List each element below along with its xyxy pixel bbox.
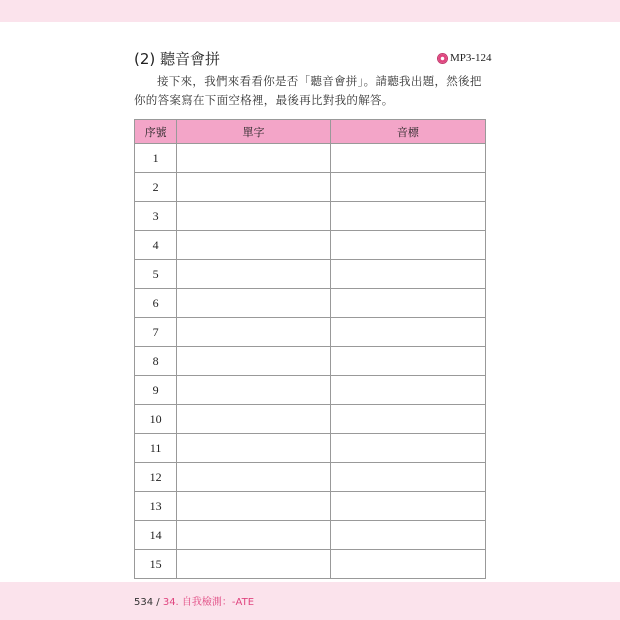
- page-number: 534 /: [134, 597, 163, 608]
- table-row: [135, 231, 486, 260]
- word-answer-cell[interactable]: [177, 289, 330, 318]
- word-answer-cell[interactable]: [177, 463, 330, 492]
- top-margin-band: [0, 0, 620, 22]
- table-row: [135, 318, 486, 347]
- table-row: [135, 173, 486, 202]
- word-answer-cell[interactable]: [177, 434, 330, 463]
- row-number: 1: [135, 144, 177, 173]
- word-answer-cell[interactable]: [177, 405, 330, 434]
- disc-icon: [438, 54, 447, 63]
- phonetic-answer-cell[interactable]: [330, 521, 485, 550]
- table-row: [135, 202, 486, 231]
- row-number: 9: [135, 376, 177, 405]
- table-row: [135, 492, 486, 521]
- instructions-paragraph: 接下來，我們來看看你是否「聽音會拼」。請聽我出題，然後把你的答案寫在下面空格裡，最後再比對我的解答。: [134, 74, 482, 107]
- table-row: [135, 521, 486, 550]
- table-row: [135, 463, 486, 492]
- word-answer-cell[interactable]: [177, 492, 330, 521]
- dictation-table: [134, 119, 486, 579]
- chapter-title: 34. 自我檢測：-ATE: [162, 597, 255, 608]
- phonetic-answer-cell[interactable]: [330, 202, 485, 231]
- word-answer-cell[interactable]: [177, 550, 330, 579]
- row-number: 8: [135, 347, 177, 376]
- word-answer-cell[interactable]: [177, 173, 330, 202]
- audio-track-label: [438, 52, 492, 64]
- row-number: 5: [135, 260, 177, 289]
- word-answer-cell[interactable]: [177, 521, 330, 550]
- row-number: 2: [135, 173, 177, 202]
- section-title: (2) 聽音會拼: [134, 50, 221, 68]
- word-answer-cell[interactable]: [177, 231, 330, 260]
- phonetic-answer-cell[interactable]: [330, 260, 485, 289]
- table-header-row: [135, 120, 486, 144]
- header-word: 單字: [177, 120, 330, 144]
- phonetic-answer-cell[interactable]: [330, 318, 485, 347]
- row-number: 4: [135, 231, 177, 260]
- table-row: [135, 260, 486, 289]
- word-answer-cell[interactable]: [177, 376, 330, 405]
- row-number: 12: [135, 463, 177, 492]
- phonetic-answer-cell[interactable]: [330, 347, 485, 376]
- header-phonetic: 音標: [330, 120, 485, 144]
- word-answer-cell[interactable]: [177, 347, 330, 376]
- word-answer-cell[interactable]: [177, 144, 330, 173]
- row-number: 13: [135, 492, 177, 521]
- phonetic-answer-cell[interactable]: [330, 289, 485, 318]
- word-answer-cell[interactable]: [177, 202, 330, 231]
- phonetic-answer-cell[interactable]: [330, 144, 485, 173]
- page-footer: [134, 593, 254, 608]
- word-answer-cell[interactable]: [177, 318, 330, 347]
- phonetic-answer-cell[interactable]: [330, 463, 485, 492]
- table-row: [135, 144, 486, 173]
- row-number: 10: [135, 405, 177, 434]
- phonetic-answer-cell[interactable]: [330, 231, 485, 260]
- table-row: [135, 289, 486, 318]
- phonetic-answer-cell[interactable]: [330, 434, 485, 463]
- table-row: [135, 347, 486, 376]
- header-number: 序號: [135, 120, 177, 144]
- row-number: 7: [135, 318, 177, 347]
- table-row: [135, 376, 486, 405]
- row-number: 11: [135, 434, 177, 463]
- bottom-margin-band: [0, 582, 620, 620]
- word-answer-cell[interactable]: [177, 260, 330, 289]
- phonetic-answer-cell[interactable]: [330, 492, 485, 521]
- phonetic-answer-cell[interactable]: [330, 405, 485, 434]
- row-number: 6: [135, 289, 177, 318]
- phonetic-answer-cell[interactable]: [330, 173, 485, 202]
- table-row: [135, 550, 486, 579]
- row-number: 15: [135, 550, 177, 579]
- phonetic-answer-cell[interactable]: [330, 376, 485, 405]
- table-row: [135, 405, 486, 434]
- row-number: 14: [135, 521, 177, 550]
- phonetic-answer-cell[interactable]: [330, 550, 485, 579]
- table-row: [135, 434, 486, 463]
- audio-track-text: MP3-124: [450, 52, 492, 64]
- row-number: 3: [135, 202, 177, 231]
